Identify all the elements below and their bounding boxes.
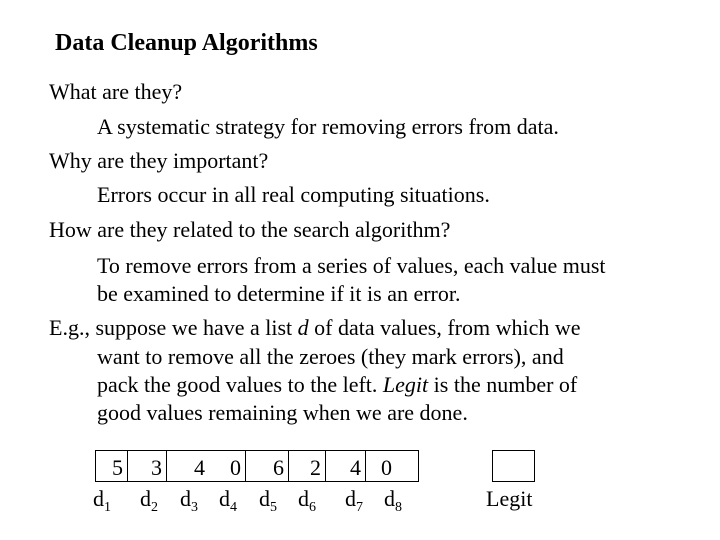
array-cell: 2 xyxy=(310,455,321,480)
array-cell: 4 xyxy=(350,455,361,480)
example-line-1-pre: E.g., suppose we have a list xyxy=(49,315,298,340)
index-label: $d_6$ xyxy=(298,486,316,515)
example-line-3-pre: pack the good values to the left. xyxy=(97,372,383,397)
array-cell: 0 xyxy=(381,455,392,480)
array-cell: 0 xyxy=(230,455,241,480)
question-how: How are they related to the search algorithm? xyxy=(49,217,451,242)
index-label: $d_8$ xyxy=(384,486,402,515)
array-cell: 6 xyxy=(273,455,284,480)
index-label: $d_4$ xyxy=(219,486,237,515)
example-var-d: d xyxy=(297,315,309,340)
array-d xyxy=(95,450,419,482)
example-line-1 xyxy=(49,315,581,341)
index-label: $d_3$ xyxy=(180,486,198,515)
index-label: $d_5$ xyxy=(259,486,277,515)
example-line-4: good values remaining when we are done. xyxy=(97,400,468,425)
example-var-legit: Legit xyxy=(382,372,429,397)
array-cell: 5 xyxy=(112,455,123,480)
question-why: Why are they important? xyxy=(49,148,269,173)
question-what: What are they? xyxy=(49,79,183,104)
legit-box xyxy=(492,450,535,482)
index-label: $d_7$ xyxy=(345,486,363,515)
example-line-2: want to remove all the zeroes (they mark errors), and xyxy=(97,344,564,369)
array-cell: 4 xyxy=(194,455,205,480)
example-line-1-post: of data values, from which we xyxy=(308,315,581,340)
answer-what: A systematic strategy for removing errors from data. xyxy=(97,114,559,139)
answer-how-line-2: be examined to determine if it is an error. xyxy=(97,281,461,306)
index-label: $d_1$ xyxy=(93,486,111,515)
slide-title: Data Cleanup Algorithms xyxy=(55,30,318,56)
example-line-3 xyxy=(97,372,577,398)
legit-label: Legit xyxy=(486,486,533,511)
array-cell: 3 xyxy=(151,455,162,480)
answer-how-line-1: To remove errors from a series of values, each value must xyxy=(97,253,606,278)
index-label: $d_2$ xyxy=(140,486,158,515)
example-line-3-post: is the number of xyxy=(428,372,578,397)
answer-why: Errors occur in all real computing situations. xyxy=(97,182,490,207)
